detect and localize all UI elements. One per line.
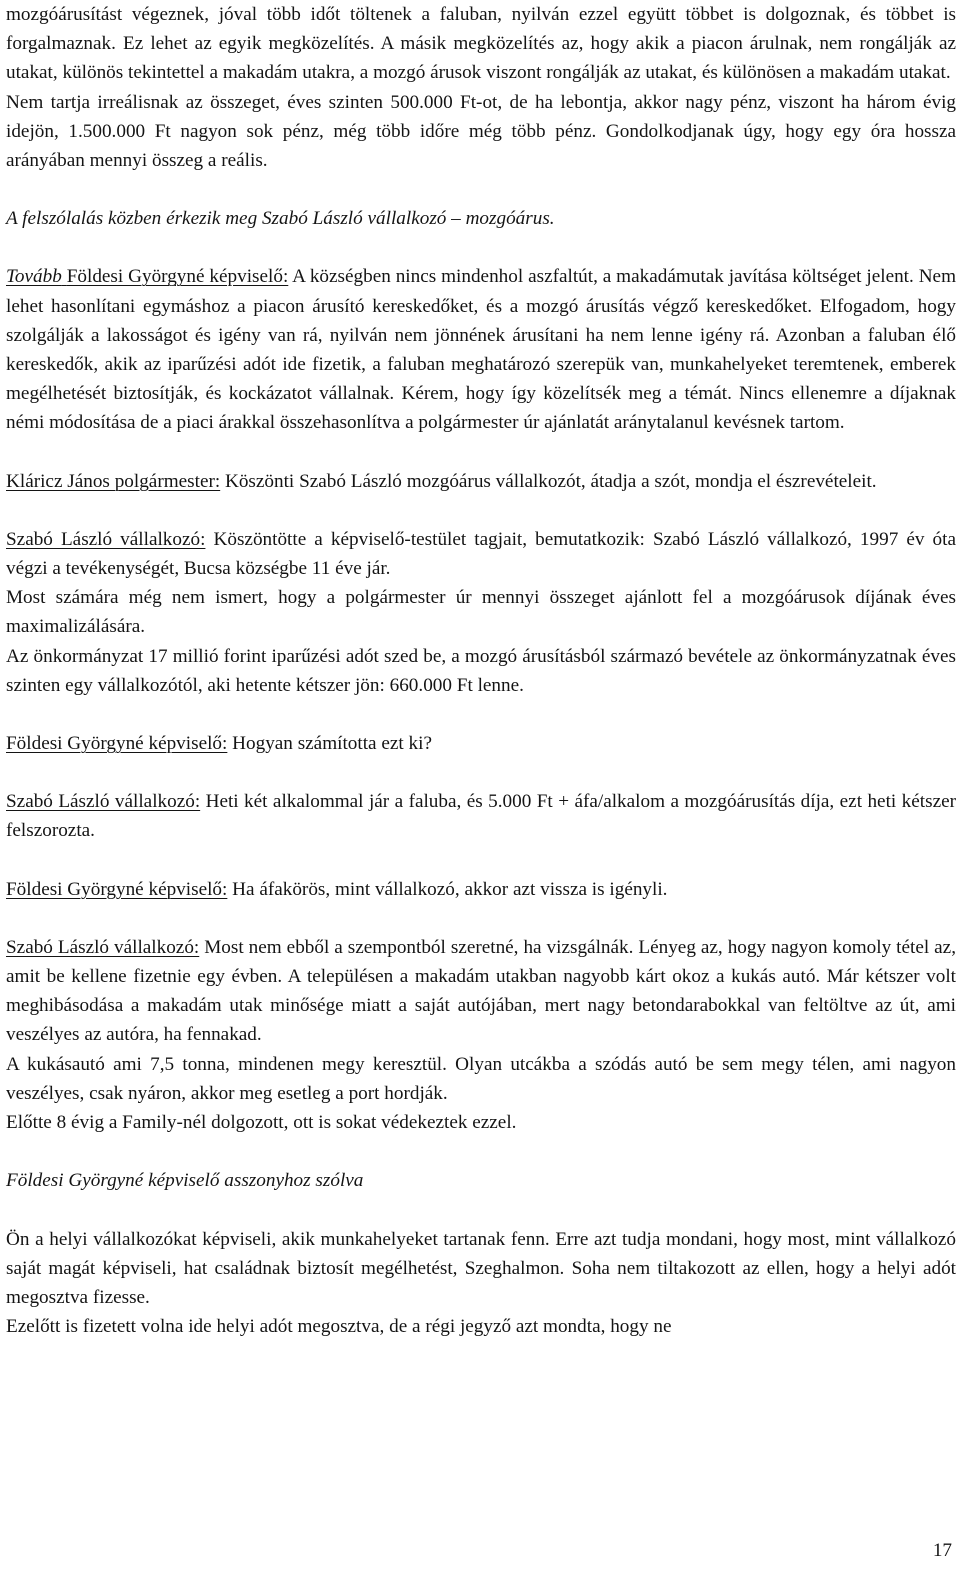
paragraph-foldesi-2 [6,729,956,758]
paragraph-foldesi-3 [6,875,956,904]
speech-text: Heti két alkalommal jár a faluba, és 5.000 Ft + áfa/alkalom a mozgóárusítás díja, ezt heti kétszer felszorozta. [6,791,956,842]
speaker-label [6,266,288,287]
paragraph-mayor [6,467,956,496]
speaker-label: Szabó László vállalkozó: [6,936,200,958]
speaker-label: Földesi Györgyné képviselő: [6,733,228,755]
speech-text: Ha áfakörös, mint vállalkozó, akkor azt vissza is igényli. [227,878,668,900]
stage-direction: Földesi Györgyné képviselő asszonyhoz szólva [6,1170,364,1192]
paragraph-szabo-1 [6,525,956,583]
page-number: 17 [932,1540,952,1561]
speech-text: Köszöntötte a képviselő-testület tagjait, bemutatkozik: Szabó László vállalkozó, 1997 év óta végzi a tevékenységét, Bucsa községbe 11 éve jár. [6,528,956,580]
speaker-prefix: Tovább [6,266,62,288]
speech-text: Köszönti Szabó László mozgóárus vállalkozót, átadja a szót, mondja el észrevételeit. [220,470,877,492]
paragraph-szabo-9: Ezelőtt is fizetett volna ide helyi adót megosztva, de a régi jegyző azt mondta, hogy ne [6,1316,672,1338]
speech-text: A községben nincs mindenhol aszfaltút, a makadámutak javítása költséget jelent. Nem lehet hasonlítani egymáshoz a piacon árusító kereskedőket, és a mozgó árusítás végző kereskedőket. Elfogadom, hogy szolgálják a lakosságot és igény van rá, nyilván nem jönnének árusítani ha nem lenne igény rá. Azonban a faluban élő kereskedők, akik az iparűzési adót ide fizetik, a faluban meghatározó szerepük van, munkahelyeket teremtenek, emberek megélhetését biztosítják, és kockázatot vállalnak. Kérem, hogy így közelítsék meg a témát. Nincs ellenemre a díjaknak némi módosítása de a piaci árakkal összehasonlítva a polgármester úr ajánlatát aránytalanul kevésnek tartom. [6,266,956,434]
speaker-label: Földesi Györgyné képviselő: [6,878,228,900]
speaker-label: Kláricz János polgármester: [6,470,221,492]
paragraph-szabo-5 [6,933,956,1050]
arrival-note: A felszólalás közben érkezik meg Szabó László vállalkozó – mozgóárus. [6,208,555,230]
speaker-label: Szabó László vállalkozó: [6,528,206,550]
speaker-label: Szabó László vállalkozó: [6,791,201,813]
document-page [6,0,956,1341]
speaker-name: Földesi Györgyné képviselő: [66,266,289,288]
paragraph-szabo-8: Ön a helyi vállalkozókat képviseli, akik munkahelyeket tartanak fenn. Erre azt tudja mondani, hogy most, mint vállalkozó saját magát képviseli, hat családnak biztosít megélhetést, Szeghalmon. Soha nem tiltakozott az ellen, hogy a helyi adót megosztva fizesse. [6,1228,956,1308]
paragraph-intro: mozgóárusítást végeznek, jóval több időt töltenek a faluban, nyilván ezzel együtt többet is dolgoznak, és többet is forgalmaznak. Ez lehet az egyik megközelítés. A másik megközelítés az, hogy akik a piacon árulnak, nem rongálják az utakat, különös tekintettel a makadám utakra, a mozgó árusok viszont rongálják az utakat, és különösen a makadám utakat. [6,4,956,84]
paragraph-foldesi-1 [6,262,956,437]
speech-text: Most nem ebből a szempontból szeretné, ha vizsgálnák. Lényeg az, hogy nagyon komoly tétel az, amit be kellene fizetnie egy évben. A településen a makadám utakban nagyobb kárt okoz a kukás autó. Már kétszer volt meghibásodása a makadám utak minősége miatt a saját autójában, mert nagy betondarabokkal van feltöltve az út, ami veszélyes az autóra, ha fennakad. [6,936,956,1046]
paragraph-szabo-6: A kukásautó ami 7,5 tonna, mindenen megy keresztül. Olyan utcákba a szódás autó be sem megy télen, ami nagyon veszélyes, csak nyáron, akkor meg esetleg a port hordják. [6,1053,956,1104]
paragraph-szabo-2: Most számára még nem ismert, hogy a polgármester úr mennyi összeget ajánlott fel a mozgóárusok díjának éves maximalizálására. [6,587,956,638]
speech-text: Hogyan számította ezt ki? [227,733,432,755]
paragraph-szabo-3: Az önkormányzat 17 millió forint iparűzési adót szed be, a mozgó árusításból származó bevétele az önkormányzatnak éves szinten egy vállalkozótól, aki hetente kétszer jön: 660.000 Ft lenne. [6,645,956,696]
paragraph-szabo-4 [6,787,956,845]
paragraph-amount: Nem tartja irreálisnak az összeget, éves szinten 500.000 Ft-ot, de ha lebontja, akkor nagy pénz, viszont ha három évig idejön, 1.500.000 Ft nagyon sok pénz, még több időre még több pénz. Gondolkodjanak úgy, hogy egy óra hossza arányában mennyi összeg a reális. [6,91,956,172]
paragraph-szabo-7: Előtte 8 évig a Family-nél dolgozott, ott is sokat védekeztek ezzel. [6,1112,517,1134]
